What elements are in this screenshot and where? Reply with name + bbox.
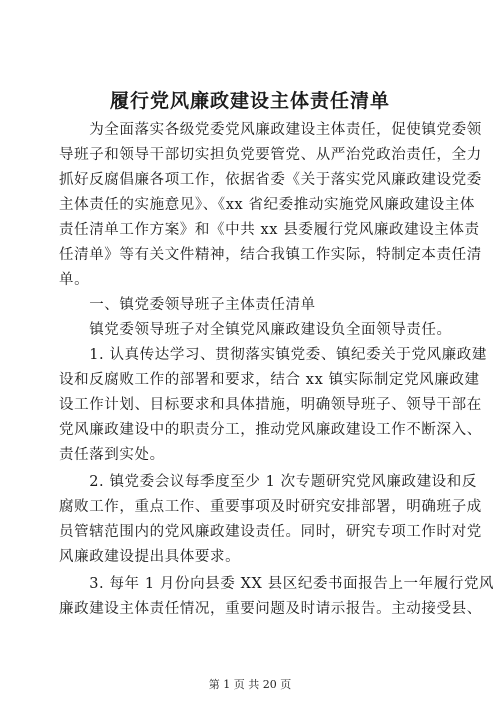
text-line: 镇党委领导班子对全镇党风廉政建设负全面领导责任。 xyxy=(59,322,452,338)
text-line: 廉政建设主体责任情况，重要问题及时请示报告。主动接受县、 xyxy=(59,601,482,617)
item-3-paragraph xyxy=(59,572,495,622)
text-line: 风廉政建设提出具体要求。 xyxy=(59,549,241,565)
section-lead-paragraph xyxy=(59,318,452,343)
text-line: 党风廉政建设中的职责分工，推动党风廉政建设工作不断深入、 xyxy=(59,422,482,438)
page-footer: 第 1 页 共 20 页 xyxy=(208,678,292,691)
document-title: 履行党风廉政建设主体责任清单 xyxy=(109,90,390,112)
text-line: 设和反腐败工作的部署和要求，结合 xx 镇实际制定党风廉政建 xyxy=(59,372,480,388)
item-2-paragraph xyxy=(59,470,482,570)
text-line: 腐败工作，重点工作、重要事项及时研究安排部署，明确班子成 xyxy=(59,499,482,515)
text-line: 主体责任的实施意见》、《xx 省纪委推动实施党风廉政建设主体 xyxy=(59,197,475,213)
text-line: 导班子和领导干部切实担负党要管党、从严治党政治责任，全力 xyxy=(59,147,482,163)
text-line: 责任落到实处。 xyxy=(59,447,165,463)
text-line: 一、镇党委领导班子主体责任清单 xyxy=(59,297,316,313)
text-line: 责任清单工作方案》和《中共 xx 县委履行党风廉政建设主体责 xyxy=(59,222,480,238)
text-line: 设工作计划、目标要求和具体措施，明确领导班子、领导干部在 xyxy=(59,397,482,413)
text-line: 2. 镇党委会议每季度至少 1 次专题研究党风廉政建设和反 xyxy=(59,474,477,490)
text-line: 3. 每年 1 月份向县委 XX 县区纪委书面报告上一年履行党风 xyxy=(59,576,495,592)
intro-paragraph xyxy=(59,118,482,293)
text-line: 单。 xyxy=(59,272,90,288)
text-line: 员管辖范围内的党风廉政建设责任。同时，研究专项工作时对党 xyxy=(59,524,482,540)
section-heading xyxy=(59,293,447,318)
text-line: 抓好反腐倡廉各项工作，依据省委《关于落实党风廉政建设党委 xyxy=(59,172,482,188)
item-1-paragraph xyxy=(59,343,487,468)
text-line: 任清单》等有关文件精神，结合我镇工作实际，特制定本责任清 xyxy=(59,247,482,263)
text-line: 为全面落实各级党委党风廉政建设主体责任，促使镇党委领 xyxy=(59,122,482,138)
text-line: 1. 认真传达学习、贯彻落实镇党委、镇纪委关于党风廉政建 xyxy=(59,347,487,363)
